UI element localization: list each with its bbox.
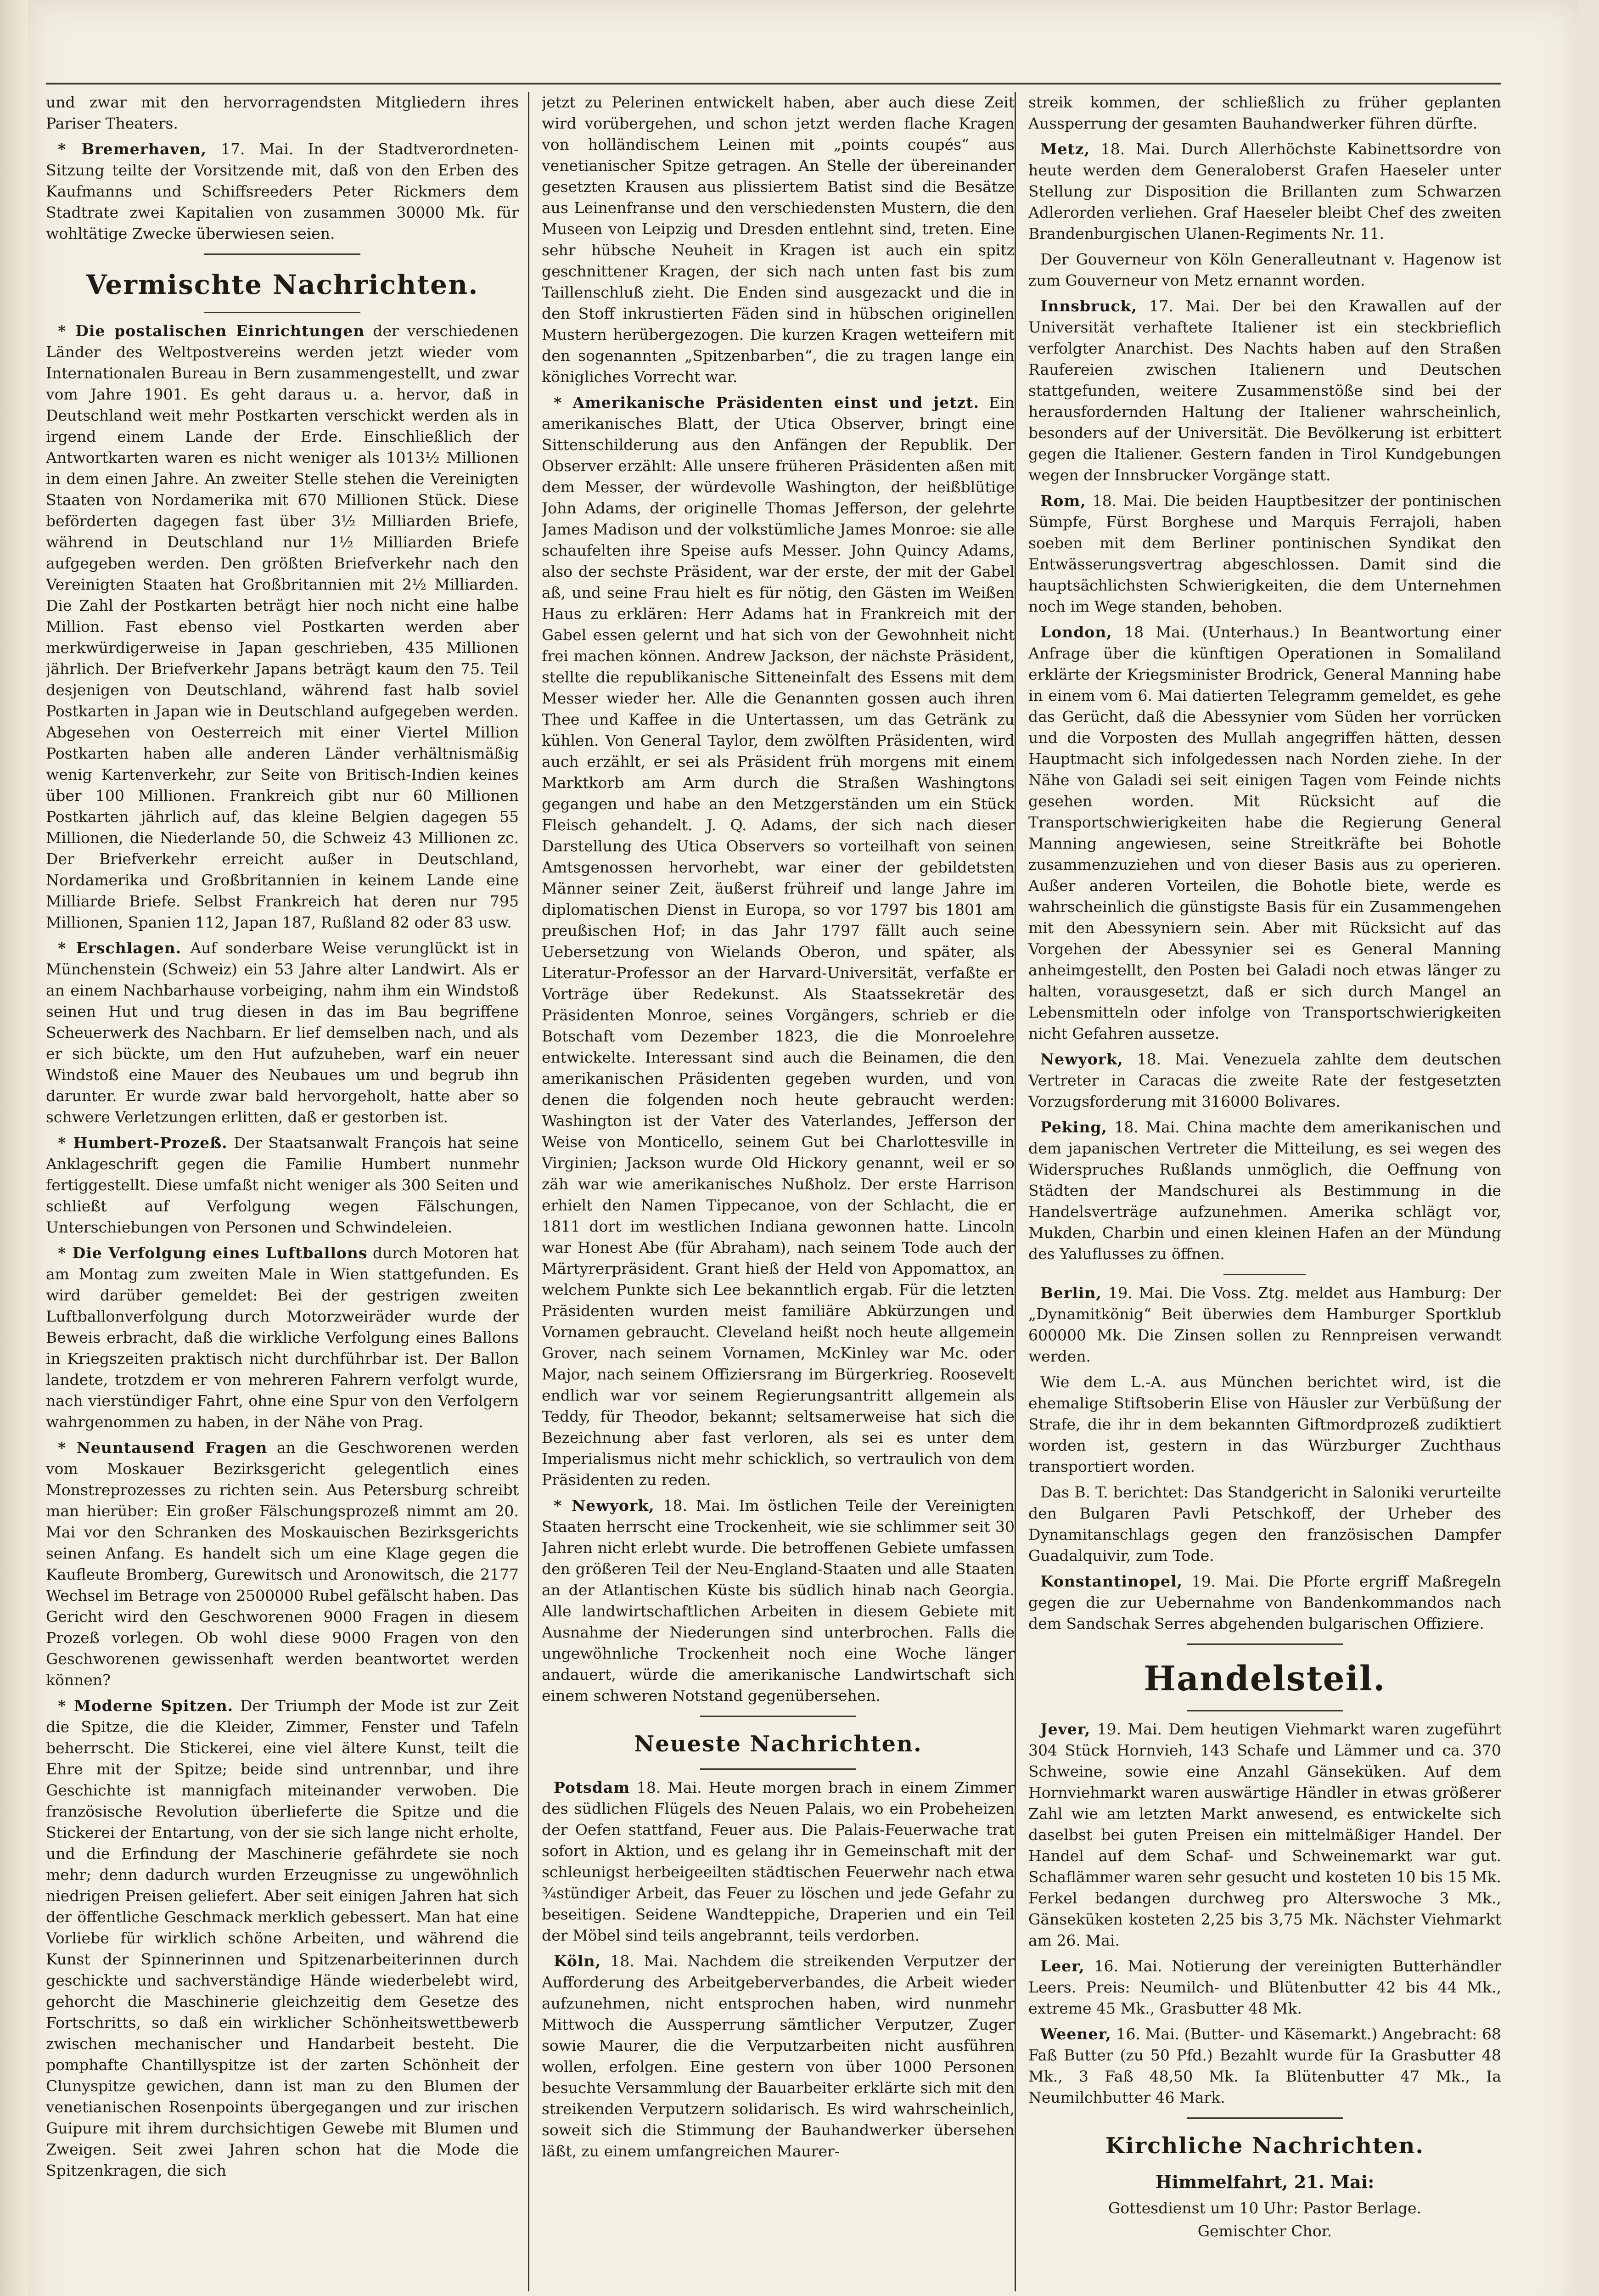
article-text: 16. Mai. Notierung der vereinigten Butterhändler Leers. Preis: Neumilch- und Blütenbutter 42 bis 44 Mk., extreme 45 Mk., Grasbutter 48 Mk. xyxy=(1028,1957,1501,2017)
church-title: Kirchliche Nachrichten. xyxy=(1105,2133,1425,2159)
section-rule xyxy=(1187,2117,1343,2119)
church-line: Gottesdienst um 10 Uhr: Pastor Berlage. xyxy=(1108,2199,1421,2217)
article-text: an die Geschworenen werden vom Moskauer Bezirksgericht gelegentlich eines Monstreprozesses zu richten sein. Aus Petersburg schreibt man hierüber: Ein großer Fälschungsprozeß nimmt am 20. Mai vor den Schranken des Moskauischen Bezirksgerichts seinen Anfang. Es handelt sich um eine Klage gegen die Kaufleute Bromberg, Gurewitsch und Aronowitsch, die 2177 Wechsel im Betrage von 2500000 Rubel gefälscht haben. Das Gericht wird den Geschworenen 9000 Fragen in diesem Prozeß vorlegen. Ob wohl diese 9000 Fragen von den Geschworenen gewissenhaft werden beantwortet werden können? xyxy=(46,1439,519,1689)
article-headline: * Humbert-Prozeß. xyxy=(58,1134,228,1152)
article-text: Auf sonderbare Weise verunglückt ist in Münchenstein (Schweiz) ein 53 Jahre alter Landwirt. Als er an einem Nachbarhause vorbeiging, nahm ihm ein Windstoß seinen Hut und trug diesen in das im Bau begriffene Scheuerwerk des Nachbarn. Er lief demselben nach, und als er sich bückte, um den Hut aufzuheben, warf ein neuer Windstoß eine Mauer des Neubaues um und begrub ihn darunter. Er wurde zwar bald hervorgeholt, hatte aber so schwere Verletzungen erlitten, daß er gestorben ist. xyxy=(46,939,519,1126)
article-headline: Peking, xyxy=(1040,1118,1107,1136)
article-headline: Rom, xyxy=(1040,492,1086,510)
article-text: 19. Mai. Die Pforte ergriff Maßregeln gegen die zur Uebernahme von Bandenkommandos nach dem Sandschak Serres abgehenden bulgarischen Offiziere. xyxy=(1028,1572,1501,1632)
article xyxy=(46,139,519,244)
article-text: jetzt zu Pelerinen entwickelt haben, aber auch diese Zeit wird vorübergehen, und schon jetzt werden flache Kragen von holländischem Leinen mit „points coupés“ aus venetianischer Spitze getragen. An Stelle der übereinander gesetzten Krausen aus plissiertem Batist sind die Besätze aus Leinenfranse und den verschiedensten Mustern, die den Museen von Leipzig und Dresden entlehnt sind, treten. Eine sehr hübsche Neuheit in Kragen ist auch ein spitz geschnittener Kragen, der sich nach unten fast bis zum Taillenschluß zieht. Die Enden sind ausgezackt und die in den Stoff inkrustierten Fäden sind in hübschen originellen Mustern herübergezogen. Die kurzen Kragen wetteifern mit den sogenannten „Spitzenbarben“, die zu tragen lange ein königliches Vorrecht war. xyxy=(542,93,1015,386)
article-text: 18. Mai. China machte dem amerikanischen und dem japanischen Vertreter die Mitteilung, es sei wegen des Widerspruches Rußlands unmöglich, die Oeffnung von Städten der Mandschurei als Bestimmung in die Handelsverträge aufzunehmen. Amerika schlägt vor, Mukden, Charbin und einen kleinen Hafen an der Mündung des Yaluflusses zu öffnen. xyxy=(1028,1118,1501,1263)
scan-edge xyxy=(0,0,28,2296)
article-headline: Weener, xyxy=(1040,2025,1111,2043)
article-headline: London, xyxy=(1040,623,1112,641)
article-text: Ein amerikanisches Blatt, der Utica Observer, bringt eine Sittenschilderung aus den Anfängen der Republik. Der Observer erzählt: Alle unsere früheren Präsidenten aßen mit dem Messer, der würdevolle Washington, der heißblütige John Adams, der originelle Thomas Jefferson, der gelehrte James Madison und der volkstümliche James Monroe: sie alle schaufelten ihre Speise aufs Messer. John Quincy Adams, also der sechste Präsident, war der erste, der mit der Gabel aß, und seine Frau hielt es für nötig, den Gästen im Weißen Haus zu erklären: Herr Adams hat in Frankreich mit der Gabel essen gelernt und hat sich von der Gewohnheit nicht frei machen können. Andrew Jackson, der nächste Präsident, stellte die republikanische Sitteneinfalt des Essens mit dem Messer wieder her. Alle die Genannten gossen auch ihren Thee und Kaffee in die Untertassen, um das Getränk zu kühlen. Von General Taylor, dem zwölften Präsidenten, wird auch erzählt, er sei als Präsident früh morgens mit einem Marktkorb am Arm durch die Straßen Washingtons gegangen und habe an den Metzgerständen um ein Stück Fleisch gehandelt. J. Q. Adams, der sich nach dieser Darstellung des Utica Observers so vorteilhaft von seinen Amtsgenossen hervorhebt, war einer der gebildetsten Männer seiner Zeit, äußerst frühreif und lange Jahre im diplomatischen Dienst in Europa, so vor 1797 bis 1801 am preußischen Hof; in das Jahr 1797 fällt auch seine Uebersetzung von Wielands Oberon, und später, als Literatur-Professor an der Harvard-Universität, verfaßte er Vorträge über Redekunst. Als Staatssekretär des Präsidenten Monroe, seines Vorgängers, schrieb er die Botschaft vom Dezember 1823, die die Monroelehre entwickelte. Interessant sind auch die Beinamen, die den amerikanischen Präsidenten gegeben wurden, und von denen die folgenden noch heute gebraucht werden: Washington ist der Vater des Vaterlandes, Jefferson der Weise von Monticello, seinem Gut bei Charlottesville in Virginien; Jackson wurde Old Hickory genannt, weil er so zäh war wie amerikanisches Nußholz. Der erste Harrison erhielt den Namen Tippecanoe, von der Schlacht, die er 1811 dort im westlichen Indiana gewonnen hatte. Lincoln war Honest Abe (für Abraham), nach seinem Tode auch der Märtyrerpräsident. Grant hieß der Held von Appomattox, an welchem Punkte sich Lee bekanntlich ergab. Für die letzten Präsidenten wurden meist familiäre Abkürzungen und Vornamen gebraucht. Cleveland heißt noch heute allgemein Grover, nach seinem Vornamen, McKinley war Mc. oder Major, nach seinem Offiziersrang im Bürgerkrieg. Roosevelt endlich war vor seinem Regierungsantritt allgemein als Teddy, für Theodor, bekannt; seltsamerweise hat sich die Bezeichnung aber fast verloren, als sei es unter dem Imperialismus nicht mehr schicklich, so vertraulich von dem Präsidenten zu reden. xyxy=(542,394,1015,1489)
article-headline: Köln, xyxy=(554,1952,601,1970)
column-3 xyxy=(1028,92,1501,2291)
article-headline: Metz, xyxy=(1040,140,1090,158)
article xyxy=(46,1437,519,1691)
article-text: 18. Mai. Venezuela zahlte dem deutschen Vertreter in Caracas die zweite Rate der festgesetzten Vorzugsforderung mit 316000 Bolivares. xyxy=(1028,1050,1501,1110)
article-headline: * Newyork, xyxy=(554,1497,655,1514)
article-headline: Leer, xyxy=(1040,1957,1085,1975)
article-headline: Konstantinopel, xyxy=(1040,1572,1183,1590)
article xyxy=(1028,1956,1501,2019)
article-text: 18. Mai. Heute morgen brach in einem Zimmer des südlichen Flügels des Neuen Palais, wo ein Probeheizen der Oefen stattfand, Feuer aus. Die Palais-Feuerwache trat sofort in Aktion, und es gelang ihr in Gemeinschaft mit der schleunigst herbeigeeilten städtischen Feuerwehr nach etwa ¾stündiger Arbeit, das Feuer zu löschen und jede Gefahr zu beseitigen. Seidene Wandteppiche, Draperien und ein Teil der Möbel sind teils angebrannt, teils verdorben. xyxy=(542,1778,1015,1944)
article xyxy=(1028,1117,1501,1265)
article-text: Der Triumph der Mode ist zur Zeit die Spitze, die die Kleider, Zimmer, Fenster und Tafeln beherrscht. Die Stickerei, eine viel ältere Kunst, teilt die Ehre mit der Spitze; beide sind untrennbar, und ihre Geschichte ist mannigfach miteinander verwoben. Die französische Revolution überlieferte die Spitze und die Stickerei der Entartung, von der sie sich lange nicht erholte, und die Erfindung der Maschinerie gefährdete sie noch mehr; denn dadurch wurden Erzeugnisse zu ungewöhnlich niedrigen Preisen geliefert. Aber seit einigen Jahren hat sich der öffentliche Geschmack merklich gebessert. Man hat eine Vorliebe für wirklich schöne Arbeiten, und während die Kunst der Spinnerinnen und Spitzenarbeiterinnen durch geschickte und sachverständige Hände wiederbelebt wird, gehorcht die Maschinerie gleichzeitig dem Gesetze des Fortschritts, so daß ein wirklicher Schönheitswettbewerb zwischen mechanischer und Handarbeit besteht. Die pomphafte Chantillyspitze ist der zarten Schönheit der Clunyspitze gewichen, dann ist man zu den Blumen der venetianischen Rosenpoints übergegangen und zur irischen Guipure mit ihrem durchsichtigen Gewebe mit Blumen und Zweigen. Seit zwei Jahren schon hat die Mode die Spitzenkragen, die sich xyxy=(46,1697,519,2179)
section-rule xyxy=(700,1768,856,1770)
article-text: 16. Mai. (Butter- und Käsemarkt.) Angebracht: 68 Faß Butter (zu 50 Pfd.) Bezahlt wurde für Ia Grasbutter 48 Mk., 3 Faß 48,50 Mk. Ia Blütenbutter 47 Mk., Ia Neumilchbutter 46 Mark. xyxy=(1028,2025,1501,2106)
article xyxy=(46,1132,519,1238)
article xyxy=(542,1495,1015,1706)
article-text: Der Staatsanwalt François hat seine Anklageschrift gegen die Familie Humbert nunmehr fertiggestellt. Diese umfaßt nicht weniger als 300 Seiten und schließt auf Verfolgung wegen Fälschungen, Unterschiebungen von Personen und Schwindeleien. xyxy=(46,1134,519,1236)
article-text: 18. Mai. Nachdem die streikenden Verputzer der Aufforderung des Arbeitgeberverbandes, die Arbeit wieder aufzunehmen, nicht entsprochen haben, wird nunmehr Mittwoch die Aussperrung sämtlicher Verputzer, Zuger sowie Maurer, die die Verputzarbeiten nicht ausführen wollen, erfolgen. Eine gestern von über 1000 Personen besuchte Versammlung der Bauarbeiter erklärte sich mit den streikenden Verputzern solidarisch. Es wird wahrscheinlich, soweit sich die Stimmung der Bauhandwerker übersehen läßt, zu einem umfangreichen Maurer- xyxy=(542,1952,1015,2160)
article xyxy=(46,1243,519,1433)
article xyxy=(542,392,1015,1491)
section-title: Neueste Nachrichten. xyxy=(634,1731,922,1757)
article xyxy=(46,938,519,1128)
article-headline: * Die Verfolgung eines Luftballons xyxy=(58,1244,368,1262)
section-rule xyxy=(1187,1710,1343,1711)
article-text: 18. Mai. Durch Allerhöchste Kabinettsordre von heute werden dem Generaloberst Grafen Haeseler unter Stellung zur Disposition die Brillanten zum Schwarzen Adlerorden verliehen. Graf Haeseler bleibt Chef des zweiten Brandenburgischen Ulanen-Regiments Nr. 11. xyxy=(1028,140,1501,242)
article-text: 18. Mai. Im östlichen Teile der Vereinigten Staaten herrscht eine Trockenheit, wie sie schlimmer seit 30 Jahren nicht erlebt wurde. Die betroffenen Gebiete umfassen den größeren Teil der Neu-England-Staaten und alle Staaten an der Atlantischen Küste bis südlich hinab nach Georgia. Alle landwirtschaftlichen Arbeiten in diesem Gebiete mit Ausnahme der Niederungen sind unterbrochen. Falls die ungewöhnliche Trockenheit noch eine Woche länger andauert, würde die amerikanische Landwirtschaft sich einem schweren Notstand gegenübersehen. xyxy=(542,1497,1015,1705)
article-text: durch Motoren hat am Montag zum zweiten Male in Wien stattgefunden. Es wird darüber gemeldet: Bei der gestrigen zweiten Luftballonverfolgung durch Motorzweiräder wurde der Beweis erbracht, daß die wirkliche Verfolgung eines Ballons in Kriegszeiten praktisch nicht durchführbar ist. Der Ballon landete, trotzdem er von mehreren Fahrern verfolgt wurde, nach vierstündiger Fahrt, ohne eine Spur von den Verfolgern wahrgenommen zu haben, in der Nähe von Prag. xyxy=(46,1244,519,1431)
article xyxy=(542,1777,1015,1946)
article-headline: * Erschlagen. xyxy=(58,939,182,957)
article-text: 19. Mai. Die Voss. Ztg. meldet aus Hamburg: Der „Dynamitkönig“ Beit überwies dem Hamburger Sportklub 600000 Mk. Die Zinsen sollen zu Rennpreisen verwandt werden. xyxy=(1028,1284,1501,1365)
article-text: 18 Mai. (Unterhaus.) In Beantwortung einer Anfrage über die künftigen Operationen in Somaliland erklärte der Kriegsminister Brodrick, General Manning habe in einem vom 6. Mai datierten Telegramm gemeldet, es gehe das Gerücht, daß die Abessynier vom Süden her vorrücken und die Vorposten des Mullah angegriffen hätten, dessen Hauptmacht sich infolgedessen nach Norden ziehe. In der Nähe von Galadi sei seit einigen Tagen vom Feinde nichts gesehen worden. Mit Rücksicht auf die Transportschwierigkeiten habe die Regierung General Manning angewiesen, seine Streitkräfte bei Bohotle zusammenzuziehen und von dieser Basis aus zu operieren. Außer anderen Vorteilen, die Bohotle biete, werde es wahrscheinlich die günstigste Basis für ein Zusammengehen mit den Abessyniern sein. Aber mit Rücksicht auf das Vorgehen der Abessynier sei es General Manning anheimgestellt, den Posten bei Galadi noch etwas länger zu halten, vorausgesetzt, daß er sich durch Mangel an Lebensmitteln oder infolge von Transportschwierigkeiten nicht Gefahren aussetze. xyxy=(1028,623,1501,1042)
column-rule-2 xyxy=(1015,92,1016,2291)
article-headline: * Bremerhaven, xyxy=(58,140,207,158)
article xyxy=(1028,139,1501,244)
top-rule xyxy=(46,83,1501,84)
article-headline: Potsdam xyxy=(554,1778,630,1796)
article-text: der verschiedenen Länder des Weltpostvereins werden jetzt wieder vom Internationalen Bureau in Bern zusammengestellt, und zwar vom Jahre 1901. Es geht daraus u. a. hervor, daß in Deutschland weit mehr Postkarten verschickt werden als in irgend einem Lande der Erde. Einschließlich der Antwortkarten waren es nicht weniger als 1013½ Millionen in dem einen Jahre. An zweiter Stelle stehen die Vereinigten Staaten von Nordamerika mit 670 Millionen Stück. Diese beförderten dagegen fast über 3½ Milliarden Briefe, während in Deutschland nur 1½ Milliarden Briefe aufgegeben werden. Den größten Briefverkehr nach den Vereinigten Staaten hat Großbritannien mit 2½ Milliarden. Die Zahl der Postkarten beträgt hier noch nicht eine halbe Million. Fast ebenso viel Postkarten werden aber merkwürdigerweise in Japan geschrieben, 435 Millionen jährlich. Der Briefverkehr Japans beträgt kaum den 75. Teil desjenigen von Deutschland, während fast halb soviel Postkarten in Japan wie in Deutschland aufgegeben werden. Abgesehen von Oesterreich mit einer Viertel Million Postkarten haben alle anderen Länder verhältnismäßig wenig Kartenverkehr, zur Seite von Britisch-Indien keines über 100 Millionen. Frankreich gibt nur 60 Millionen Postkarten jährlich auf, das kleine Belgien dagegen 55 Millionen, die Niederlande 50, die Schweiz 43 Millionen zc. Der Briefverkehr erreicht außer in Deutschland, Nordamerika und Großbritannien in keinem Lande eine Milliarde Briefe. Selbst Frankreich hat deren nur 795 Millionen, Spanien 112, Japan 187, Rußland 82 oder 83 usw. xyxy=(46,322,519,931)
section-title: Vermischte Nachrichten. xyxy=(86,269,479,300)
article-headline: Jever, xyxy=(1040,1720,1091,1738)
article-headline: * Neuntausend Fragen xyxy=(58,1439,268,1457)
article-headline: * Moderne Spitzen. xyxy=(58,1697,234,1715)
section-rule xyxy=(204,253,360,255)
article-text: Wie dem L.-A. aus München berichtet wird, ist die ehemalige Stiftsoberin Elise von Häusler zur Verbüßung der Strafe, die ihr in dem bekannten Giftmordprozeß zudiktiert worden ist, gestern in das Würzburger Zuchthaus transportiert worden. xyxy=(1028,1373,1501,1475)
article-text: streik kommen, der schließlich zu früher geplanten Aussperrung der gesamten Bauhandwerker führen dürfte. xyxy=(1028,93,1501,132)
article-text: 17. Mai. Der bei den Krawallen auf der Universität verhaftete Italiener ist ein steckbrieflich verfolgter Anarchist. Des Nachts haben auf den Straßen Raufereien zwischen Italienern und Deutschen stattgefunden, weitere Zusammenstöße sind bei der herausfordernden Haltung der Italiener wahrscheinlich, besonders auf der Universität. Die Bevölkerung ist erbittert gegen die Italiener. Gestern fanden in Tirol Kundgebungen wegen der Innsbrucker Vorgänge statt. xyxy=(1028,297,1501,484)
section-rule xyxy=(204,312,360,313)
article-text: 17. Mai. In der Stadtverordneten-Sitzung teilte der Vorsitzende mit, daß von den Erben des Kaufmanns und Schiffsreeders Peter Rickmers dem Stadtrate zwei Kapitalien von zusammen 30000 Mk. für wohltätige Zwecke überwiesen seien. xyxy=(46,140,519,242)
column-2 xyxy=(542,92,1015,2291)
article-headline: * Amerikanische Präsidenten einst und jetzt. xyxy=(554,394,979,411)
article-text: und zwar mit den hervorragendsten Mitgliedern ihres Pariser Theaters. xyxy=(46,93,519,132)
article-text: 18. Mai. Die beiden Hauptbesitzer der pontinischen Sümpfe, Fürst Borghese und Marquis Ferrajoli, haben soeben mit dem Berliner pontinischen Syndikat den Entwässerungsvertrag abgeschlossen. Damit sind die hauptsächlichsten Schwierigkeiten, die dem Unternehmen noch im Wege standen, behoben. xyxy=(1028,492,1501,615)
church-line: Gemischter Chor. xyxy=(1197,2222,1332,2240)
article xyxy=(1028,622,1501,1044)
article-headline: * Die postalischen Einrichtungen xyxy=(58,322,365,340)
divider xyxy=(1223,1274,1306,1275)
article-text: 19. Mai. Dem heutigen Viehmarkt waren zugeführt 304 Stück Hornvieh, 143 Schafe und Lämmer und ca. 370 Schweine, sowie eine Anzahl Gänseküken. Auf dem Hornviehmarkt waren auswärtige Händler in etwas größerer Zahl wie am letzten Markt anwesend, es entwickelte sich daselbst bei guten Preisen ein mittelmäßiger Handel. Der Handel auf dem Schaf- und Schweinemarkt war gut. Schaflämmer waren sehr gesucht und kosteten 10 bis 15 Mk. Ferkel bedangen durchweg pro Alterswoche 3 Mk., Gänseküken kosteten 2,25 bis 3,75 Mk. Nächster Viehmarkt am 26. Mai. xyxy=(1028,1720,1501,1949)
article xyxy=(1028,1571,1501,1634)
section-rule xyxy=(700,1716,856,1717)
article-text: Der Gouverneur von Köln Generalleutnant v. Hagenow ist zum Gouverneur von Metz ernannt worden. xyxy=(1028,250,1501,289)
article-headline: Newyork, xyxy=(1040,1050,1123,1068)
article xyxy=(1028,490,1501,617)
section-title: Handelsteil. xyxy=(1144,1659,1386,1699)
article-text: Das B. T. berichtet: Das Standgericht in Saloniki verurteilte den Bulgaren Pavli Petschkoff, der Urheber des Dynamitanschlags gegen den französischen Dampfer Guadalquivir, zum Tode. xyxy=(1028,1483,1501,1564)
column-rule-1 xyxy=(528,92,529,2291)
article-headline: Innsbruck, xyxy=(1040,297,1137,315)
section-rule xyxy=(1187,1643,1343,1645)
article xyxy=(1028,2024,1501,2108)
article xyxy=(1028,1049,1501,1112)
column-1 xyxy=(46,92,519,2291)
church-subtitle: Himmelfahrt, 21. Mai: xyxy=(1155,2172,1375,2192)
article-headline: Berlin, xyxy=(1040,1284,1102,1302)
article xyxy=(1028,1719,1501,1951)
article xyxy=(542,1951,1015,2162)
article xyxy=(1028,1283,1501,1367)
article xyxy=(1028,296,1501,486)
article xyxy=(46,1695,519,2181)
article xyxy=(46,321,519,933)
